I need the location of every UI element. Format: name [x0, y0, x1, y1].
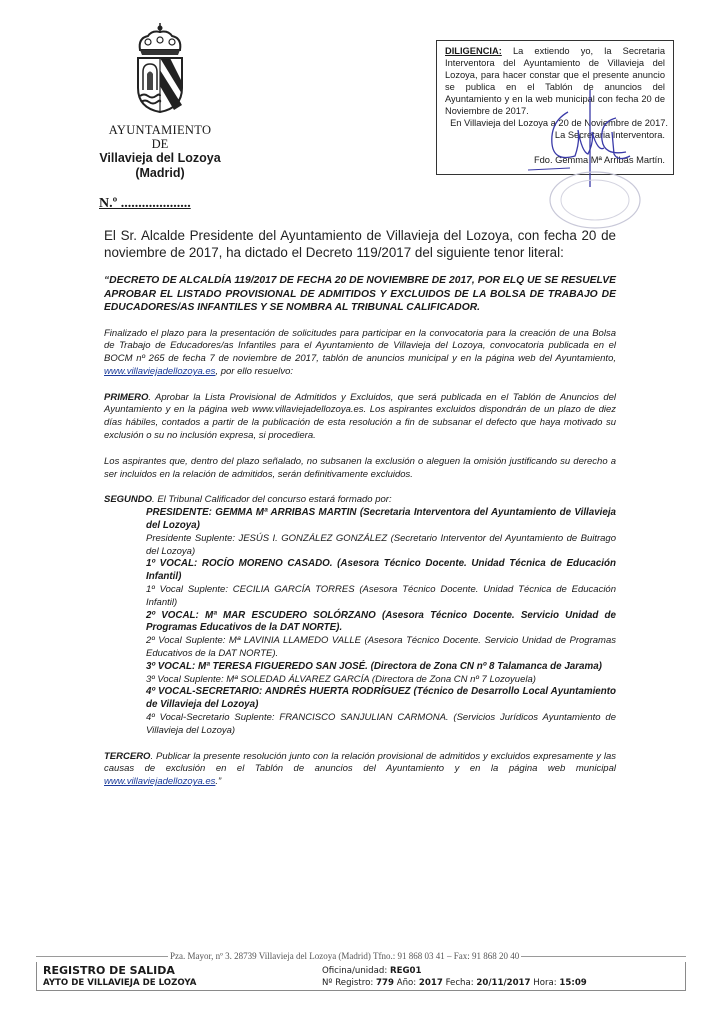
registro-salida-stamp: [36, 962, 686, 991]
diligencia-signed: Fdo. Gemma Mª Arribas Martín.: [533, 155, 665, 165]
segundo-paragraph: [104, 494, 616, 507]
primero-text: . Aprobar la Lista Provisional de Admitidos y Excluidos, que será publicada en el Tablón de Anuncios del Ayuntamiento y en la página web www.villaviejadellozoya.es. Los aspirantes excluidos dispondrán de un plazo de diez días hábiles, contados a partir de la publicación de esta resolución a fin de subsanar el defecto que haya motivado su exclusión o su no inclusión expresa, si procediera.: [104, 391, 616, 442]
tribunal-member: 3º Vocal Suplente: Mª SOLEDAD ÁLVAREZ GARCÍA (Directora de Zona CN nº 7 Lozoyuela): [146, 673, 536, 685]
registro-subtitle: AYTO DE VILLAVIEJA DE LOZOYA: [43, 978, 197, 988]
tribunal-member: 1º VOCAL: ROCÍO MORENO CASADO. (Asesora Técnico Docente. Unidad Técnica de Educación Infantil): [146, 558, 616, 583]
diligencia-text: [445, 45, 665, 117]
tribunal-member: PRESIDENTE: GEMMA Mª ARRIBAS MARTIN (Secretaria Interventora del Ayuntamiento de Villavieja del Lozoya): [146, 507, 616, 532]
website-link[interactable]: www.villaviejadellozoya.es: [104, 365, 216, 377]
registro-title: REGISTRO DE SALIDA: [43, 964, 175, 977]
tercero-paragraph: [104, 751, 616, 789]
fecha-value: 20/11/2017: [476, 978, 531, 988]
primero-paragraph: [104, 392, 616, 443]
intro-paragraph: El Sr. Alcalde Presidente del Ayuntamiento de Villavieja del Lozoya, con fecha 20 de noviembre de 2017, ha dictado el Decreto 119/2017 del siguiente tenor literal:: [104, 228, 616, 260]
website-link[interactable]: www.villaviejadellozoya.es: [104, 776, 216, 788]
tribunal-member: 4º Vocal-Secretario Suplente: FRANCISCO SANJULIAN CARMONA. (Servicios Jurídicos Ayuntamiento de Villavieja del Lozoya): [146, 712, 616, 736]
anio-value: 2017: [418, 978, 443, 988]
tribunal-member: Presidente Suplente: JESÚS I. GONZÁLEZ GONZÁLEZ (Secretario Interventor del Ayuntamiento de Buitrago del Lozoya): [146, 532, 616, 557]
municipality-line: AYUNTAMIENTO: [108, 123, 212, 137]
diligencia-box: [436, 40, 674, 175]
oficina-value: REG01: [389, 966, 422, 976]
diligencia-place-date: En Villavieja del Lozoya a 20 de Noviembre de 2017.: [450, 118, 668, 128]
registro-oficina: [322, 965, 587, 977]
tribunal-member: 1º Vocal Suplente: CECILIA GARCÍA TORRES (Asesora Técnico Docente. Unidad Técnica de Educación Infantil): [146, 584, 616, 608]
diligencia-label: DILIGENCIA:: [445, 46, 502, 56]
municipality-header: [60, 20, 260, 181]
tercero-end: .”: [215, 776, 222, 788]
hora-label: Hora:: [530, 978, 560, 988]
decree-body: [104, 228, 616, 789]
segundo-label: SEGUNDO: [104, 494, 153, 506]
registro-line: [322, 977, 587, 989]
finalizado-text: Finalizado el plazo para la presentación de solicitudes para participar en la convocatoria para la creación de una Bolsa de Trabajo de Educadores/as Infantiles para el Ayuntamiento de Villavieja del Lozoya, convocatoria publicada en el BOCM nº 265 de fecha 7 de noviembre de 2017, tablón de anuncios municipal y en la página web del Ayuntamiento,: [104, 327, 616, 365]
fecha-label: Fecha:: [442, 978, 477, 988]
municipality-region: (Madrid): [135, 166, 185, 180]
document-number: N.º ....................: [99, 196, 191, 211]
primero-label: PRIMERO: [104, 391, 149, 403]
tribunal-member: 2º Vocal Suplente: Mª LAVINIA LLAMEDO VALLE (Asesora Técnico Docente. Servicio Unidad de Programas Educativos de la DAT NORTE).: [146, 635, 616, 660]
tribunal-member: 3º VOCAL: Mª TERESA FIGUEREDO SAN JOSÉ. (Directora de Zona CN nº 8 Talamanca de Jarama): [146, 660, 602, 672]
tercero-label: TERCERO: [104, 750, 151, 762]
oficina-label: Oficina/unidad:: [322, 966, 390, 976]
hora-value: 15:09: [559, 978, 587, 988]
aspirantes-paragraph: Los aspirantes que, dentro del plazo señalado, no subsanen la exclusión o aleguen la omisión justificando su derecho a ser incluidos en la relación de admitidos, serán definitivamente excluidos.: [104, 455, 616, 480]
coat-of-arms-icon: [130, 20, 190, 115]
registro-details: [322, 965, 587, 989]
finalizado-end: , por ello resuelvo:: [215, 365, 294, 377]
diligencia-body: La extiendo yo, la Secretaria Interventora del Ayuntamiento de Villavieja del Lozoya, para hacer constar que el presente anuncio se publica en el Tablón de anuncios del Ayuntamiento y en la web municipal con fecha 20 de Noviembre de 2017.: [445, 46, 665, 116]
tribunal-member: 4º VOCAL-SECRETARIO: ANDRÉS HUERTA RODRÍGUEZ (Técnico de Desarrollo Local Ayuntamiento de Villavieja del Lozoya): [146, 686, 616, 711]
tercero-text: . Publicar la presente resolución junto con la relación provisional de admitidos y excluidos expresamente y las causas de exclusión en el Tablón de anuncios del Ayuntamiento y en la página web municipal: [104, 750, 616, 775]
footer-address: Pza. Mayor, nº 3. 28739 Villavieja del Lozoya (Madrid) Tfno.: 91 868 03 41 – Fax: 91 868 20 40: [170, 951, 520, 961]
decree-title: “DECRETO DE ALCALDÍA 119/2017 DE FECHA 20 DE NOVIEMBRE DE 2017, POR ELQ UE SE RESUELVE APROBAR EL LISTADO PROVISIONAL DE ADMITIDOS Y EXCLUIDOS DE LA BOLSA DE TRABAJO DE EDUCADORES/AS INFANTILES Y SE NOMBRA AL TRIBUNAL CALIFICADOR.: [104, 275, 616, 313]
registro-number: 779: [376, 978, 394, 988]
municipality-line: DE: [151, 137, 169, 151]
tribunal-member: 2º VOCAL: Mª MAR ESCUDERO SOLÓRZANO (Asesora Técnico Docente. Servicio Unidad de Programas Educativos de la DAT NORTE).: [146, 609, 616, 634]
diligencia-role: La Secretaria Interventora.: [554, 130, 665, 140]
anio-label: Año:: [393, 978, 419, 988]
registro-number-label: Nº Registro:: [322, 978, 377, 988]
segundo-text: . El Tribunal Calificador del concurso estará formado por:: [152, 494, 392, 506]
registro-left: [43, 964, 196, 989]
tribunal-list: [146, 507, 616, 737]
municipality-name: Villavieja del Lozoya: [99, 151, 221, 165]
finalizado-paragraph: [104, 328, 616, 379]
